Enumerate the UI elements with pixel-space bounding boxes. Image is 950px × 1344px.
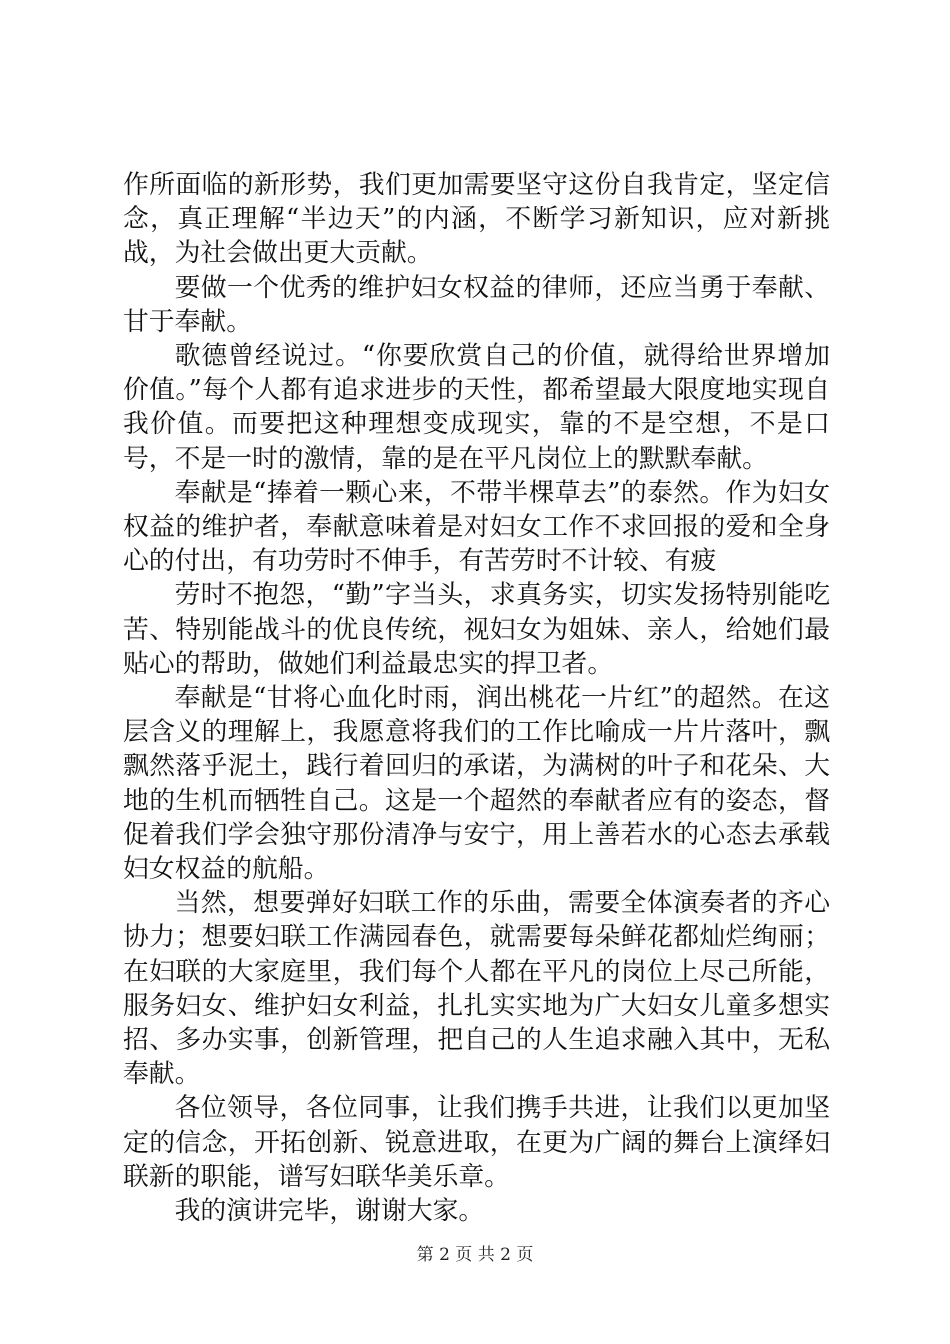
paragraph-5: 劳时不抱怨，“勤”字当头，求真务实，切实发扬特别能吃苦、特别能战斗的优良传统，视妇女为姐妹、亲人，给她们最贴心的帮助，做她们利益最忠实的捍卫者。 — [123, 580, 830, 679]
page-footer — [0, 1244, 950, 1266]
paragraph-9: 我的演讲完毕，谢谢大家。 — [174, 1196, 485, 1227]
paragraph-1: 作所面临的新形势，我们更加需要坚守这份自我肯定，坚定信念，真正理解“半边天”的内涵，不断学习新知识，应对新挑战，为社会做出更大贡献。 — [123, 170, 830, 269]
paragraph-7: 当然，想要弹好妇联工作的乐曲，需要全体演奏者的齐心协力；想要妇联工作满园春色，就需要每朵鲜花都灿烂绚丽；在妇联的大家庭里，我们每个人都在平凡的岗位上尽己所能，服务妇女、维护妇女利益，扎扎实实地为广大妇女儿童多想实招、多办实事，创新管理，把自己的人生追求融入其中，无私奉献。 — [123, 888, 830, 1090]
document-body — [123, 168, 830, 1228]
paragraph-2: 要做一个优秀的维护妇女权益的律师，还应当勇于奉献、甘于奉献。 — [123, 272, 830, 337]
paragraph-4: 奉献是“捧着一颗心来，不带半棵草去”的泰然。作为妇女权益的维护者，奉献意味着是对妇女工作不求回报的爱和全身心的付出，有功劳时不伸手，有苦劳时不计较、有疲 — [123, 477, 830, 577]
paragraph-3: 歌德曾经说过。“你要欣赏自己的价值，就得给世界增加价值。”每个人都有追求进步的天性，都希望最大限度地实现自我价值。而要把这种理想变成现实，靠的不是空想，不是口号，不是一时的激情，靠的是在平凡岗位上的默默奉献。 — [123, 341, 830, 474]
page-number-label: 第 2 页 共 2 页 — [416, 1245, 534, 1265]
paragraph-8: 各位领导，各位同事，让我们携手共进，让我们以更加坚定的信念，开拓创新、锐意进取，在更为广阔的舞台上演绎妇联新的职能，谱写妇联华美乐章。 — [123, 1093, 830, 1192]
paragraph-6: 奉献是“甘将心血化时雨，润出桃花一片红”的超然。在这层含义的理解上，我愿意将我们的工作比喻成一片片落叶，飘飘然落乎泥土，践行着回归的承诺，为满树的叶子和花朵、大地的生机而牺牲自己。这是一个超然的奉献者应有的姿态，督促着我们学会独守那份清净与安宁，用上善若水的心态去承载妇女权益的航船。 — [123, 683, 830, 885]
